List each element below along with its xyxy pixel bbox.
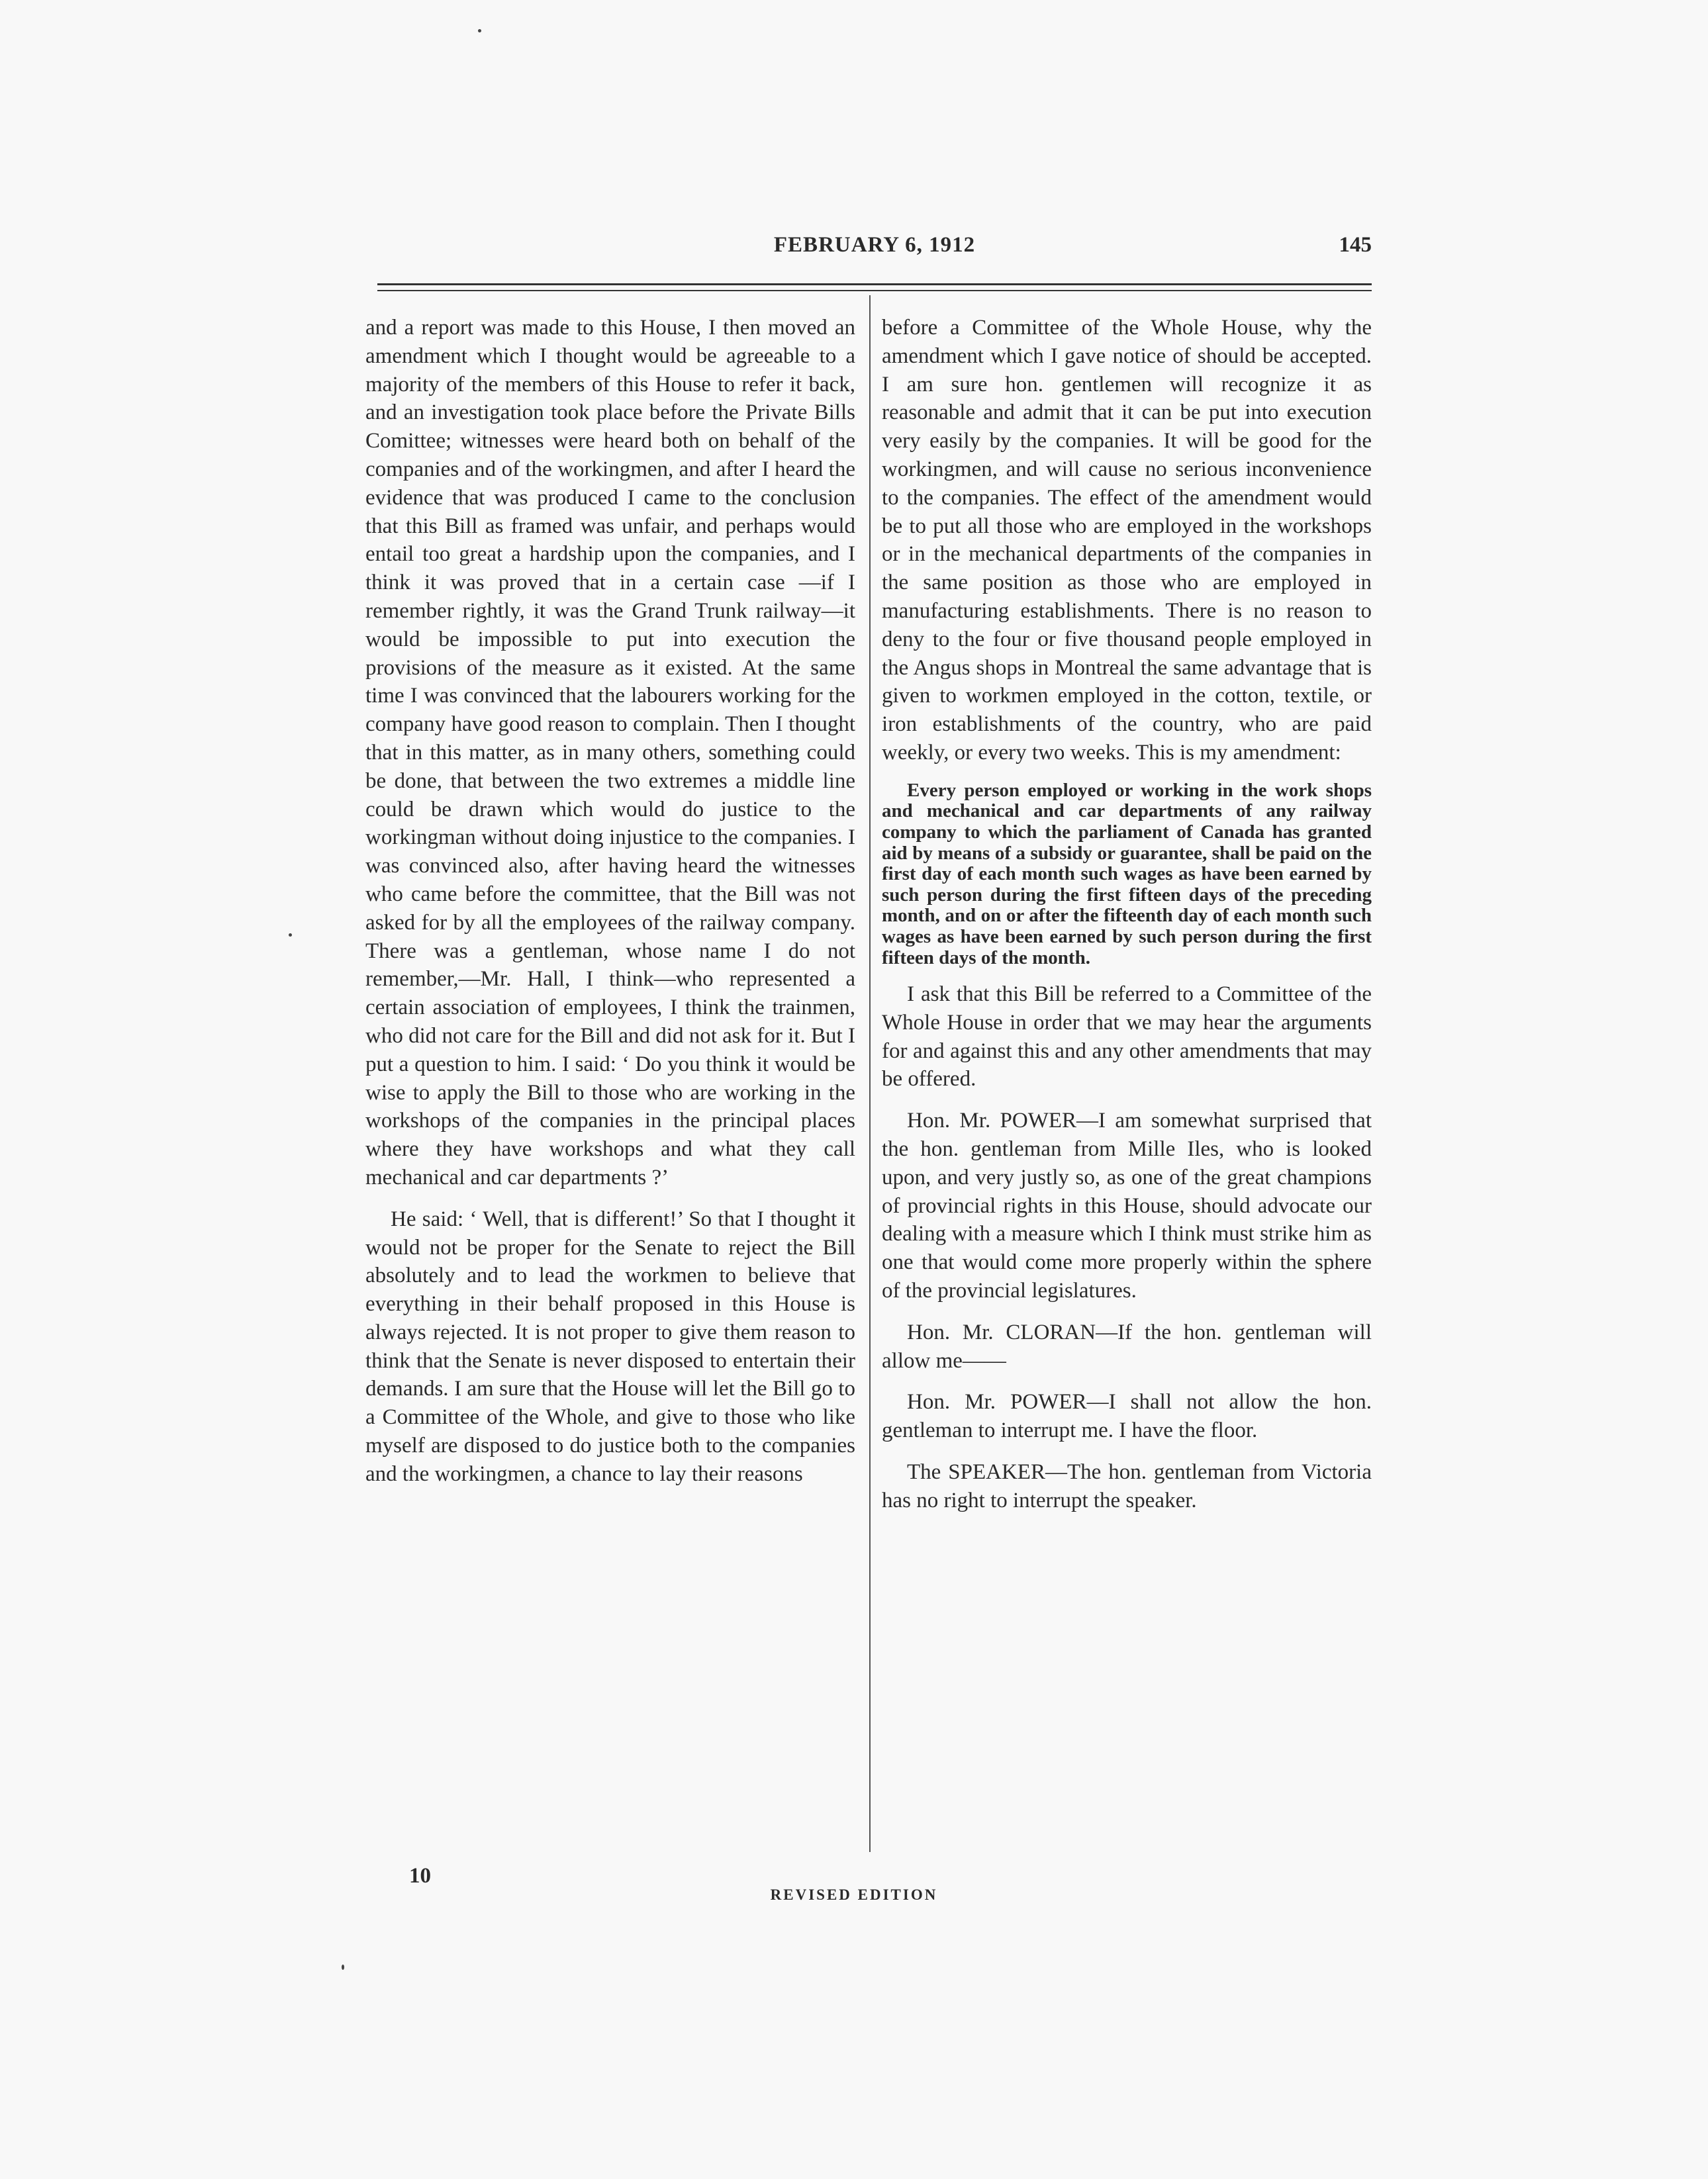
paper-speck: [289, 933, 292, 937]
right-paragraph-3: Hon. Mr. POWER—I am somewhat surprised that the hon. gentleman from Mille Iles, who is looked upon, and very justly so, as one of the great champions of provincial rights in this House, should advocate our dealing with a measure which I think must strike him as one that would come more properly within the sphere of the provincial legislatures.: [882, 1109, 1372, 1303]
running-head: [377, 233, 1372, 262]
left-paragraph-2: He said: ‘ Well, that is different!’ So that I thought it would not be proper for the Senate to reject the Bill absolutely and to lead the workmen to believe that everything in their behalf proposed in this House is always rejected. It is not proper to give them reason to think that the Senate is never disposed to entertain their demands. I am sure that the House will let the Bill go to a Committee of the Whole, and give to those who like myself are disposed to do justice both to the companies and the workingmen, a chance to lay their reasons: [365, 1207, 855, 1486]
right-paragraph-1: before a Committee of the Whole House, why the amendment which I gave notice of should be accepted. I am sure hon. gentlemen will recognize it as reasonable and admit that it can be put into execution very easily by the companies. It will be good for the workingmen, and will cause no serious inconvenience to the companies. The effect of the amendment would be to put all those who are employed in the workshops or in the mechanical departments of the companies in the same position as those who are employed in manufacturing establishments. There is no reason to deny to the four or five thousand people employed in the Angus shops in Montreal the same advantage that is given to workmen employed in the cotton, textile, or iron establishments of the country, who are paid weekly, or every two weeks. This is my amendment:: [882, 316, 1372, 765]
header-date: FEBRUARY 6, 1912: [773, 233, 976, 257]
amendment-quote: Every person employed or working in the work shops and mechanical and car departments of any railway company to which the parliament of Canada has granted aid by means of a subsidy or guarantee, shall be paid on the first day of each month such wages as have been earned by such person during the first fifteen days of the preceding month, and on or after the fifteenth day of each month such wages as have been earned by such person during the first fifteen days of the month.: [882, 779, 1372, 968]
paper-speck: [478, 29, 481, 32]
column-divider: [869, 295, 871, 1852]
right-paragraph-5: Hon. Mr. POWER—I shall not allow the hon. gentleman to interrupt me. I have the floor.: [882, 1390, 1372, 1443]
signature-mark: 10: [409, 1864, 431, 1888]
right-paragraph-4: Hon. Mr. CLORAN—If the hon. gentleman will allow me——: [882, 1320, 1372, 1373]
paper-speck: [342, 1965, 344, 1970]
header-rule-thick: [377, 283, 1372, 285]
right-paragraph-6: The SPEAKER—The hon. gentleman from Victoria has no right to interrupt the speaker.: [882, 1460, 1372, 1512]
revised-edition-note: REVISED EDITION: [770, 1886, 938, 1903]
page-number: 145: [1339, 233, 1372, 257]
right-paragraph-2: I ask that this Bill be referred to a Committee of the Whole House in order that we may hear the arguments for and against this and any other amendments that may be offered.: [882, 982, 1372, 1091]
header-rule-thin: [377, 290, 1372, 291]
left-paragraph-1: and a report was made to this House, I then moved an amendment which I thought would be agreeable to a majority of the members of this House to refer it back, and an investigation took place before the Private Bills Comittee; witnesses were heard both on behalf of the companies and of the workingmen, and after I heard the evidence that was produced I came to the conclusion that this Bill as framed was unfair, and perhaps would entail too great a hardship upon the companies, and I think it was proved that in a certain case —if I remember rightly, it was the Grand Trunk railway—it would be impossible to put into execution the provisions of the measure as it existed. At the same time I was convinced that the labourers working for the company have good reason to complain. Then I thought that in this matter, as in many others, something could be done, that between the two extremes a middle line could be drawn which would do justice to the workingman without doing injustice to the companies. I was convinced also, after having heard the witnesses who came before the committee, that the Bill was not asked for by all the employees of the railway company. There was a gentleman, whose name I do not remember,—Mr. Hall, I think—who represented a certain association of employees, I think the trainmen, who did not care for the Bill and did not ask for it. But I put a question to him. I said: ‘ Do you think it would be wise to apply the Bill to those who are working in the workshops of the companies in the principal places where they have workshops and what they call mechanical and car departments ?’: [365, 316, 855, 1189]
right-column: [882, 314, 1372, 1515]
left-column: [365, 314, 855, 1489]
